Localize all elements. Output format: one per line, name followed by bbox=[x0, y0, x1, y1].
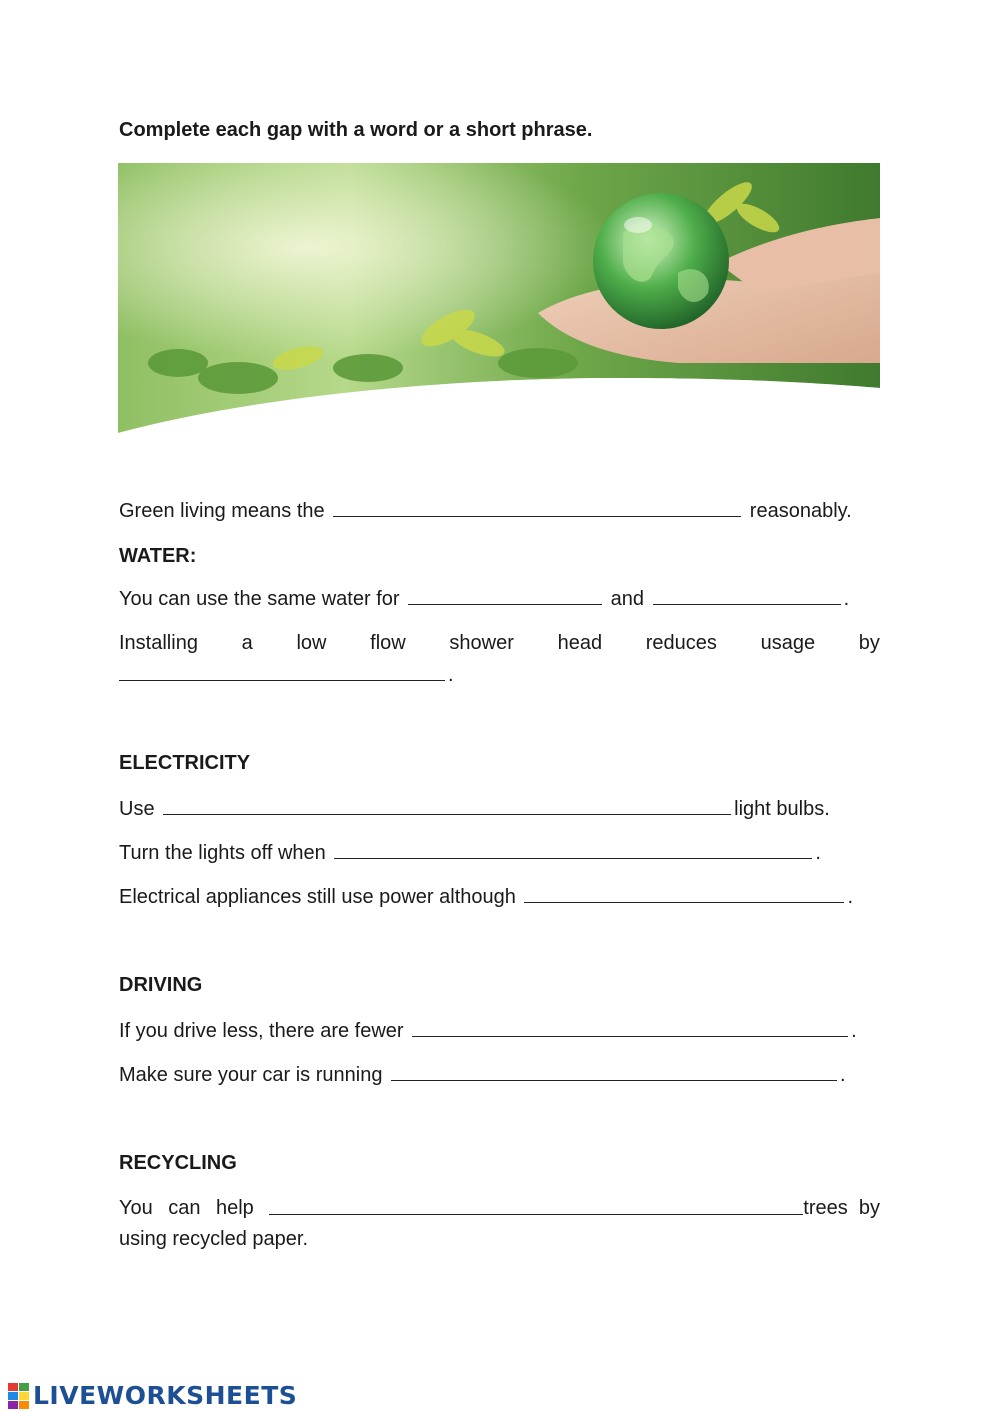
answer-gap-electricity-2[interactable] bbox=[334, 840, 812, 859]
banner-illustration bbox=[118, 163, 880, 443]
word: head bbox=[557, 632, 603, 654]
word: help bbox=[215, 1197, 254, 1219]
driving-question-2 bbox=[119, 1062, 846, 1087]
word: reduces bbox=[645, 632, 717, 654]
electricity-question-3 bbox=[119, 884, 853, 909]
word: a bbox=[241, 632, 253, 654]
word: You bbox=[119, 1197, 153, 1219]
intro-before: Green living means the bbox=[119, 500, 325, 522]
section-heading-water: WATER: bbox=[119, 545, 197, 567]
word: usage bbox=[760, 632, 816, 654]
water-q1-middle: and bbox=[610, 588, 645, 610]
word: Installing bbox=[119, 632, 198, 654]
answer-gap-water-1b[interactable] bbox=[653, 586, 841, 605]
water-question-2-line-2 bbox=[119, 662, 454, 687]
electricity-q2-before: Turn the lights off when bbox=[119, 842, 326, 864]
answer-gap-driving-1[interactable] bbox=[412, 1018, 848, 1037]
answer-gap-water-2[interactable] bbox=[119, 662, 445, 681]
section-heading-recycling: RECYCLING bbox=[119, 1152, 237, 1174]
driving-q2-after: . bbox=[840, 1064, 846, 1086]
water-q1-after: . bbox=[843, 588, 850, 610]
driving-q2-before: Make sure your car is running bbox=[119, 1064, 383, 1086]
water-question-2-line-1 bbox=[119, 631, 880, 655]
electricity-question-2 bbox=[119, 840, 821, 865]
answer-gap-electricity-3[interactable] bbox=[524, 884, 844, 903]
logo-blocks-icon bbox=[8, 1383, 30, 1409]
answer-gap-driving-2[interactable] bbox=[391, 1062, 837, 1081]
answer-gap-water-1a[interactable] bbox=[408, 586, 602, 605]
banner-image-earth-in-hands bbox=[118, 163, 880, 443]
intro-after: reasonably. bbox=[749, 500, 852, 522]
electricity-q3-after: . bbox=[847, 886, 854, 908]
answer-gap-recycling-1[interactable] bbox=[269, 1196, 803, 1215]
section-heading-electricity: ELECTRICITY bbox=[119, 752, 251, 774]
water-q2-after: . bbox=[448, 664, 454, 686]
answer-gap-electricity-1[interactable] bbox=[163, 796, 731, 815]
answer-gap-intro[interactable] bbox=[333, 498, 741, 517]
electricity-q3-before: Electrical appliances still use power although bbox=[119, 886, 516, 908]
recycling-question-1-line-2: using recycled paper. bbox=[119, 1228, 309, 1250]
intro-sentence bbox=[119, 498, 852, 523]
electricity-q1-before: Use bbox=[119, 798, 155, 820]
electricity-q2-after: . bbox=[815, 842, 821, 864]
liveworksheets-logo[interactable] bbox=[8, 1381, 297, 1410]
word: flow bbox=[370, 632, 406, 654]
word: low bbox=[296, 632, 327, 654]
word: by bbox=[858, 632, 880, 654]
word: can bbox=[168, 1197, 201, 1219]
driving-q1-after: . bbox=[851, 1020, 857, 1042]
recycling-q1-after: trees by bbox=[803, 1197, 880, 1219]
logo-text: LIVEWORKSHEETS bbox=[33, 1381, 298, 1410]
driving-q1-before: If you drive less, there are fewer bbox=[119, 1020, 404, 1042]
section-heading-driving: DRIVING bbox=[119, 974, 203, 996]
water-q1-before: You can use the same water for bbox=[119, 588, 400, 610]
driving-question-1 bbox=[119, 1018, 857, 1043]
word: shower bbox=[449, 632, 514, 654]
recycling-gap-group bbox=[269, 1196, 880, 1220]
electricity-q1-after: light bulbs. bbox=[734, 798, 830, 820]
electricity-question-1 bbox=[119, 796, 830, 821]
recycling-question-1-line-1 bbox=[119, 1196, 880, 1220]
instruction-text: Complete each gap with a word or a short phrase. bbox=[119, 119, 593, 141]
water-question-1 bbox=[119, 586, 849, 611]
